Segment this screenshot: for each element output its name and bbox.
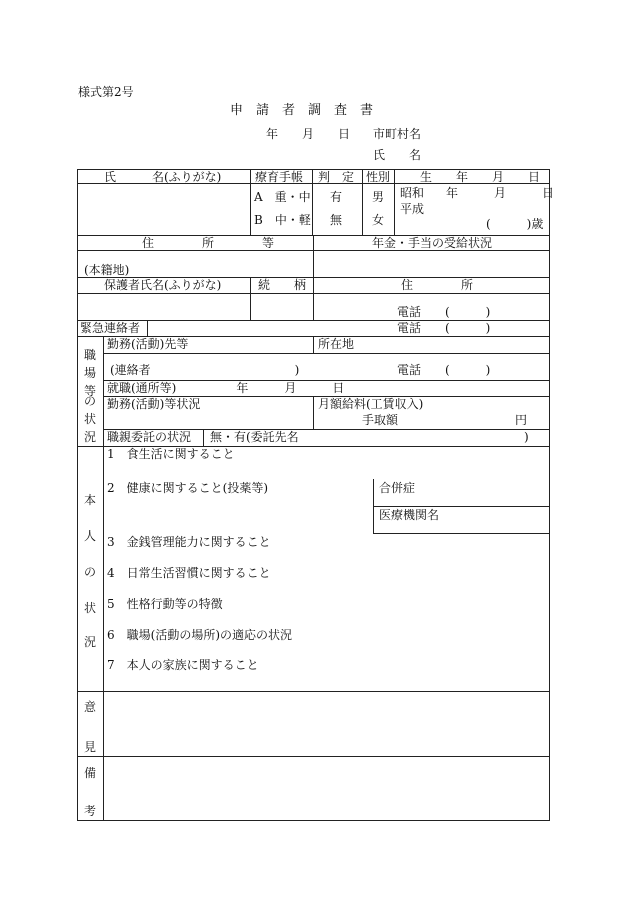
person-item-1: 1 食生活に関すること	[107, 447, 235, 461]
honseki-label: (本籍地)	[84, 263, 130, 277]
name-field[interactable]	[78, 184, 249, 234]
workplace-phone[interactable]: 電話 ( )	[397, 363, 491, 377]
sex-male-option[interactable]: 男	[372, 190, 385, 204]
person-item-7: 7 本人の家族に関すること	[107, 658, 259, 672]
remarks-side-1: 備	[83, 766, 96, 780]
opinion-field[interactable]	[104, 692, 549, 755]
era-heisei-option[interactable]: 平成	[400, 202, 425, 216]
person-item-6: 6 職場(活動の場所)の適応の状況	[107, 628, 292, 642]
guardian-name-field[interactable]	[78, 294, 249, 319]
birth-date-fields[interactable]: 年 月 日	[446, 186, 555, 200]
salary-label: 月額給料(工賃収入)	[318, 397, 424, 411]
hantei-yes-option[interactable]: 有	[330, 190, 343, 204]
emergency-field[interactable]	[148, 321, 388, 335]
sex-female-option[interactable]: 女	[372, 213, 385, 227]
date-line: 年 月 日	[266, 127, 351, 141]
hired-date[interactable]: 就職(通所等) 年 月 日	[107, 381, 345, 395]
guardian-phone[interactable]: 電話 ( )	[397, 305, 491, 319]
header-name: 氏 名(ふりがな)	[104, 170, 222, 184]
medical-institution-label: 医療機関名	[379, 508, 440, 522]
opinion-side-2: 見	[83, 740, 96, 754]
remarks-field[interactable]	[104, 757, 549, 820]
contact-field[interactable]: (連絡者 )	[110, 363, 300, 377]
person-side-5: 況	[83, 635, 96, 649]
location-label: 所在地	[318, 337, 355, 351]
workplace-side-4: の	[83, 394, 96, 408]
person-status-field[interactable]	[104, 447, 372, 690]
person-item-4: 4 日常生活習慣に関すること	[107, 566, 271, 580]
grade-b-option[interactable]: B 中・軽	[254, 213, 311, 227]
pension-header: 年金・手当の受給状況	[372, 236, 493, 250]
emergency-label: 緊急連絡者	[80, 321, 141, 335]
entrust-label: 職親委託の状況	[107, 430, 192, 444]
yen-unit: 円	[515, 413, 528, 427]
entrust-field[interactable]: 無・有(委託先名	[210, 430, 299, 444]
guardian-relation-field[interactable]	[251, 294, 312, 319]
era-showa-option[interactable]: 昭和	[400, 186, 425, 200]
work-status-field[interactable]	[104, 412, 312, 428]
person-side-2: 人	[83, 529, 96, 543]
header-hantei: 判 定	[318, 170, 355, 184]
person-item-5: 5 性格行動等の特徴	[107, 597, 223, 611]
address-header: 住 所 等	[142, 236, 275, 250]
form-number: 様式第2号	[78, 85, 134, 99]
person-side-4: 状	[83, 601, 96, 615]
header-techo: 療育手帳	[255, 170, 304, 184]
person-item-2: 2 健康に関すること(投薬等)	[107, 481, 268, 495]
remarks-side-2: 考	[83, 804, 96, 818]
municipality-label: 市町村名	[373, 127, 422, 141]
workplace-side-1: 職	[83, 348, 96, 362]
person-item-3: 3 金銭管理能力に関すること	[107, 535, 271, 549]
guardian-relation-header: 続 柄	[258, 278, 307, 292]
work-status-label: 勤務(活動)等状況	[107, 397, 201, 411]
entrust-close: )	[524, 430, 529, 444]
workplace-side-5: 状	[83, 412, 96, 426]
opinion-side-1: 意	[83, 700, 96, 714]
signer-label: 氏 名	[373, 148, 422, 162]
header-sex: 性別	[366, 170, 391, 184]
guardian-address-header: 住 所	[401, 278, 474, 292]
person-side-3: の	[83, 565, 96, 579]
grade-a-option[interactable]: A 重・中	[254, 190, 311, 204]
employer-label: 勤務(活動)先等	[107, 337, 189, 351]
age-field[interactable]: ( )歳	[486, 217, 544, 231]
person-side-1: 本	[83, 493, 96, 507]
workplace-side-3: 等	[83, 384, 96, 398]
guardian-name-header: 保護者氏名(ふりがな)	[104, 278, 222, 292]
emergency-phone[interactable]: 電話 ( )	[397, 321, 491, 335]
takehome-label: 手取額	[362, 413, 399, 427]
workplace-side-2: 場	[83, 366, 96, 380]
complication-label: 合併症	[379, 481, 416, 495]
header-birth: 生 年 月 日	[420, 170, 541, 184]
workplace-side-6: 況	[83, 430, 96, 444]
hantei-no-option[interactable]: 無	[330, 213, 343, 227]
form-title: 申 請 者 調 査 書	[230, 103, 374, 118]
